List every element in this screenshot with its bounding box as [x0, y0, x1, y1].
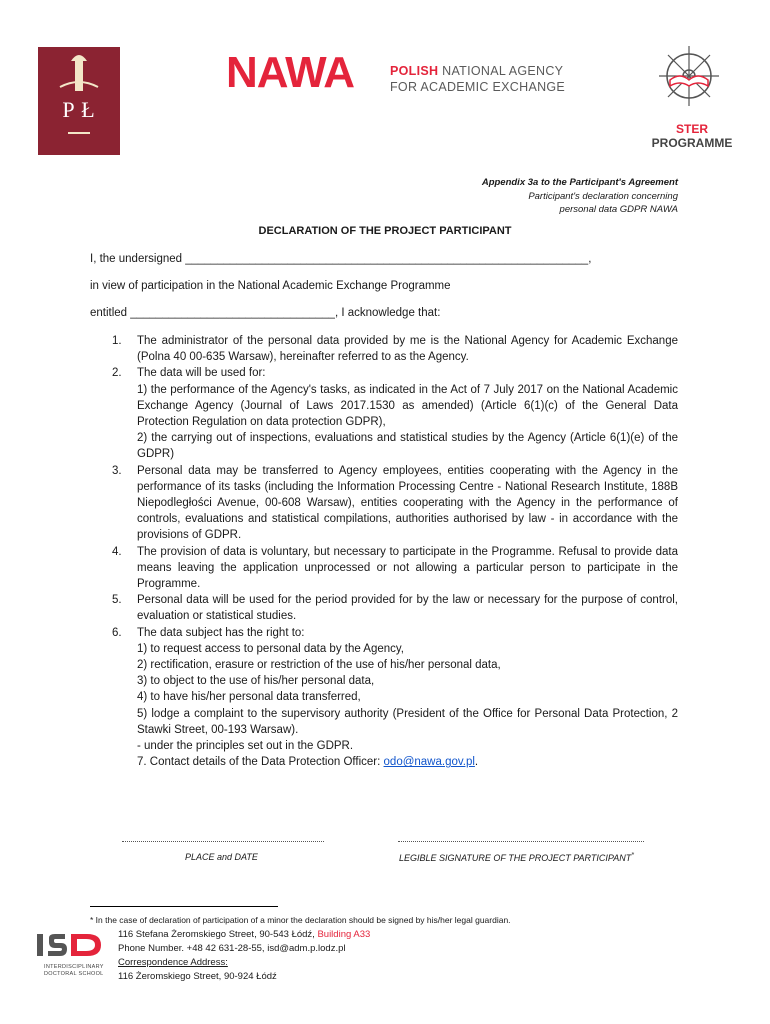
list-item-text: The data will be used for:	[137, 367, 266, 380]
list-item	[90, 544, 678, 593]
isd-caption-line1: INTERDISCIPLINARY	[44, 964, 104, 970]
list-item	[90, 657, 678, 673]
list-item-text: The provision of data is voluntary, but necessary to participate in the Programme. Refusal to provide data means leaving the application unprocessed or not allowing a particular person to participate in the Programme.	[137, 545, 678, 591]
correspondence-address: 116 Żeromskiego Street, 90-924 Łódź	[118, 971, 277, 982]
contact-text	[137, 754, 678, 770]
nawa-logo-word: NAWA	[226, 48, 354, 97]
nawa-subtitle-rest: NATIONAL AGENCY	[438, 64, 564, 78]
list-item-text: The data subject has the right to:	[137, 626, 305, 639]
nawa-subtitle-bold: POLISH	[390, 64, 439, 78]
dpo-email-link[interactable]: odo@nawa.gov.pl	[383, 756, 475, 769]
list-item	[90, 365, 678, 381]
list-item-number: 5.	[112, 594, 122, 607]
list-item-number	[90, 430, 137, 462]
phone-email-line: Phone Number. +48 42 631-28-55, isd@adm.p.lodz.pl	[118, 943, 346, 954]
list-item	[90, 689, 678, 705]
address-line1	[118, 929, 370, 940]
list-item-number	[90, 689, 137, 705]
list-item-text: Personal data will be used for the period provided for by the law or necessary for the purpose of control, evaluation or statistical studies.	[137, 594, 678, 623]
list-item-text: 1) to request access to personal data by the Agency,	[137, 642, 405, 655]
footnote-mark: *	[631, 852, 634, 859]
list-item-number: 1.	[112, 335, 122, 347]
contact-item	[90, 754, 678, 770]
list-item-number: 2.	[112, 367, 122, 380]
contact-prefix: 7. Contact details of the Data Protection Officer:	[137, 756, 384, 769]
list-item	[90, 463, 678, 544]
list-item	[90, 641, 678, 657]
isd-caption-line2: DOCTORAL SCHOOL	[44, 971, 104, 977]
building-label: Building A33	[317, 929, 371, 940]
list-item-text: 2) the carrying out of inspections, evaluations and statistical studies by the Agency (Article 6(1)(e) of the GDPR)	[137, 432, 678, 461]
list-item	[90, 430, 678, 462]
ster-subtitle: PROGRAMME	[651, 136, 733, 150]
undersigned-line: I, the undersigned _______________________________________________________________,	[90, 253, 592, 265]
list-item-number	[90, 738, 137, 754]
entitled-line: entitled ________________________________, I acknowledge that:	[90, 307, 441, 319]
footnote-text: * In the case of declaration of participation of a minor the declaration should be signed by his/her legal guardian.	[90, 915, 511, 925]
ster-title: STER	[675, 122, 708, 136]
signature-label	[399, 852, 634, 863]
list-item-number: 3.	[112, 464, 122, 477]
pl-logo-text: P Ł	[62, 97, 96, 122]
list-item-text: Personal data may be transferred to Agency employees, entities cooperating with the Agency in the performance of its tasks (including the Information Processing Centre - National Research Institute, 188B Niepodległości Avenue, 00-608 Warsaw), entities cooperating with the Agency in the performance of controls, evaluations and statistical compilations, authorities authorised by law - in accordance with the provisions of GDPR.	[137, 464, 678, 542]
list-item-text: - under the principles set out in the GDPR.	[137, 740, 354, 753]
programme-line: in view of participation in the National Academic Exchange Programme	[90, 280, 451, 292]
document-title: DECLARATION OF THE PROJECT PARTICIPANT	[258, 225, 512, 237]
list-item	[90, 333, 678, 365]
list-item	[90, 625, 678, 641]
list-item	[90, 738, 678, 754]
list-item-number	[90, 657, 137, 673]
list-item	[90, 382, 678, 431]
list-item-text: The administrator of the personal data provided by me is the National Agency for Academic Exchange (Polna 40 00-635 Warsaw), hereinafter referred to as the Agency.	[137, 335, 678, 364]
list-item	[90, 706, 678, 738]
appendix-line1: Appendix 3a to the Participant's Agreement	[481, 177, 678, 188]
signature-line	[398, 841, 644, 842]
list-item-number	[90, 382, 137, 431]
pl-logo	[38, 47, 120, 155]
contact-suffix: .	[474, 756, 479, 769]
nawa-subtitle-line1	[390, 64, 563, 78]
declaration-list	[90, 333, 678, 770]
correspondence-label: Correspondence Address:	[118, 957, 228, 968]
place-date-line	[122, 841, 324, 842]
address-street: 116 Stefana Żeromskiego Street, 90-543 Łódź,	[118, 929, 318, 940]
nawa-subtitle-line2: FOR ACADEMIC EXCHANGE	[390, 80, 566, 94]
ster-ship-wheel-icon	[650, 40, 728, 112]
list-item	[90, 592, 678, 624]
list-item	[90, 673, 678, 689]
appendix-line3: personal data GDPR NAWA	[559, 204, 678, 215]
list-item-number	[90, 673, 137, 689]
list-item-number	[90, 641, 137, 657]
list-item-number	[90, 754, 137, 770]
list-item-number	[90, 706, 137, 738]
list-item-text: 2) rectification, erasure or restriction of the use of his/her personal data,	[137, 659, 501, 672]
list-item-text: 5) lodge a complaint to the supervisory authority (President of the Office for Personal Data Protection, 2 Stawki Street, 00-193 Warsaw).	[137, 707, 678, 736]
place-date-label: PLACE and DATE	[185, 852, 258, 862]
footnote-rule	[90, 906, 278, 907]
appendix-line2: Participant's declaration concerning	[528, 191, 678, 202]
list-item-number: 6.	[112, 626, 122, 639]
signature-label-text: LEGIBLE SIGNATURE OF THE PROJECT PARTICIPANT	[399, 853, 632, 863]
list-item-text: 4) to have his/her personal data transferred,	[137, 691, 361, 704]
list-item-text: 3) to object to the use of his/her personal data,	[137, 675, 375, 688]
list-item-text: 1) the performance of the Agency's tasks, as indicated in the Act of 7 July 2017 on the National Academic Exchange Agency (Journal of Laws 2017.1530 as amended) (Article 6(1)(c) of the General Data Protection Regulation on data protection GDPR),	[137, 383, 678, 429]
list-item-number: 4.	[112, 545, 122, 558]
